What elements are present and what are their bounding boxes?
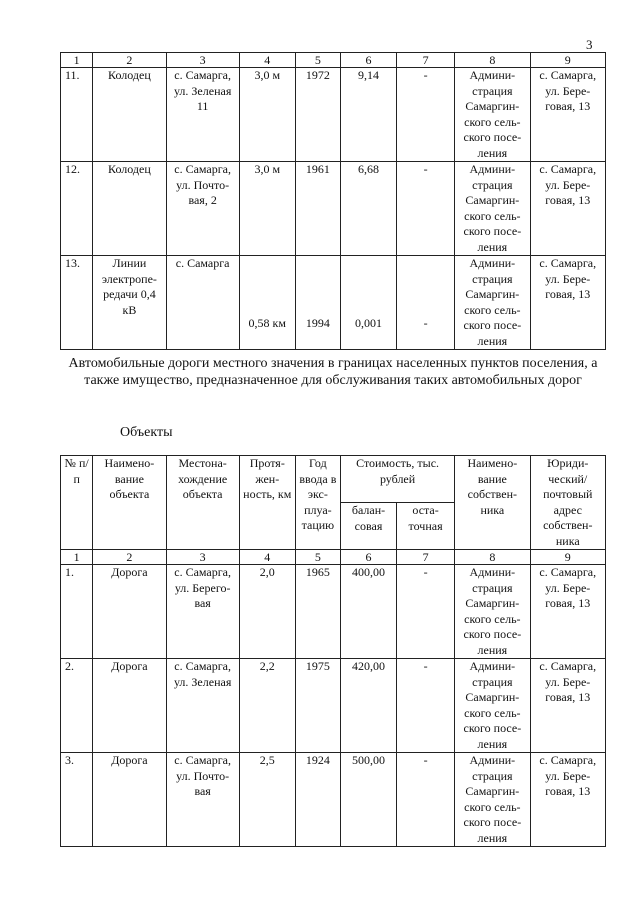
column-number: 7 [397,53,455,68]
object-location: с. Самарга, ул. Зеленая [166,659,239,753]
column-number: 6 [341,53,397,68]
object-length: 3,0 м [239,162,295,256]
owner-name: Админи-страция Самаргин-ского сель-ского посе-ления [455,753,530,847]
table-row [61,753,606,847]
object-year: 1975 [295,659,340,753]
object-location: с. Самарга, ул. Почто-вая [166,753,239,847]
header-year: Год ввода в экс-плуа-тацию [295,456,340,550]
header-residual: оста-точная [397,503,455,550]
column-number-row [61,550,606,565]
balance-cost: 9,14 [341,68,397,162]
page-number: 3 [586,37,593,52]
object-length: 3,0 м [239,68,295,162]
owner-address: с. Самарга, ул. Бере-говая, 13 [530,659,605,753]
column-number: 5 [295,53,340,68]
column-number: 9 [530,53,605,68]
balance-cost: 0,001 [341,256,397,350]
table-row [61,162,606,256]
row-number: 13. [61,256,93,350]
object-name: Дорога [93,565,166,659]
owner-address: с. Самарга, ул. Бере-говая, 13 [530,753,605,847]
balance-cost: 400,00 [341,565,397,659]
property-table-continued [60,52,606,350]
column-number: 1 [61,550,93,565]
header-row [61,456,606,503]
object-length: 2,2 [239,659,295,753]
objects-label: Объекты [120,425,173,440]
column-number: 8 [455,53,530,68]
header-location: Местона-хождение объекта [166,456,239,550]
column-number: 2 [93,550,166,565]
row-number: 11. [61,68,93,162]
residual-cost: - [397,162,455,256]
column-number: 4 [239,53,295,68]
column-number: 8 [455,550,530,565]
owner-name: Админи-страция Самаргин-ского сель-ского посе-ления [455,68,530,162]
header-name: Наимено-вание объекта [93,456,166,550]
header-length: Протя-жен-ность, км [239,456,295,550]
header-cost: Стоимость, тыс. рублей [341,456,455,503]
table-row [61,256,606,350]
owner-address: с. Самарга, ул. Бере-говая, 13 [530,162,605,256]
owner-address: с. Самарга, ул. Бере-говая, 13 [530,68,605,162]
balance-cost: 6,68 [341,162,397,256]
object-year: 1965 [295,565,340,659]
column-number: 5 [295,550,340,565]
balance-cost: 420,00 [341,659,397,753]
header-address: Юриди-ческий/ почтовый адрес собствен-ника [530,456,605,550]
object-year: 1994 [295,256,340,350]
table-row [61,659,606,753]
row-number: 12. [61,162,93,256]
header-owner: Наимено-вание собствен-ника [455,456,530,550]
object-name: Дорога [93,659,166,753]
column-number: 6 [341,550,397,565]
object-year: 1961 [295,162,340,256]
table-row [61,565,606,659]
row-number: 3. [61,753,93,847]
residual-cost: - [397,753,455,847]
section-heading: Автомобильные дороги местного значения в границах населенных пунктов поселения, а также имущество, предназначенное для обслуживания таких автомобильных дорог [68,356,598,388]
residual-cost: - [397,68,455,162]
roads-table [60,455,606,847]
residual-cost: - [397,565,455,659]
owner-name: Админи-страция Самаргин-ского сель-ского посе-ления [455,256,530,350]
row-number: 1. [61,565,93,659]
owner-name: Админи-страция Самаргин-ского сель-ского посе-ления [455,565,530,659]
owner-name: Админи-страция Самаргин-ского сель-ского посе-ления [455,659,530,753]
object-location: с. Самарга [166,256,239,350]
object-location: с. Самарга, ул. Берего-вая [166,565,239,659]
column-number: 1 [61,53,93,68]
object-location: с. Самарга, ул. Почто-вая, 2 [166,162,239,256]
column-number: 3 [166,53,239,68]
header-balance: балан-совая [341,503,397,550]
residual-cost: - [397,659,455,753]
column-number: 2 [93,53,166,68]
owner-name: Админи-страция Самаргин-ского сель-ского посе-ления [455,162,530,256]
row-number: 2. [61,659,93,753]
object-year: 1972 [295,68,340,162]
balance-cost: 500,00 [341,753,397,847]
owner-address: с. Самарга, ул. Бере-говая, 13 [530,256,605,350]
object-name: Дорога [93,753,166,847]
object-name: Линии электропе-редачи 0,4 кВ [93,256,166,350]
object-length: 2,0 [239,565,295,659]
column-number: 4 [239,550,295,565]
object-year: 1924 [295,753,340,847]
object-length: 2,5 [239,753,295,847]
column-number: 9 [530,550,605,565]
object-length: 0,58 км [239,256,295,350]
object-location: с. Самарга, ул. Зеленая 11 [166,68,239,162]
residual-cost: - [397,256,455,350]
owner-address: с. Самарга, ул. Бере-говая, 13 [530,565,605,659]
header-num: № п/п [61,456,93,550]
column-number-row [61,53,606,68]
object-name: Колодец [93,68,166,162]
column-number: 7 [397,550,455,565]
table-row [61,68,606,162]
object-name: Колодец [93,162,166,256]
column-number: 3 [166,550,239,565]
